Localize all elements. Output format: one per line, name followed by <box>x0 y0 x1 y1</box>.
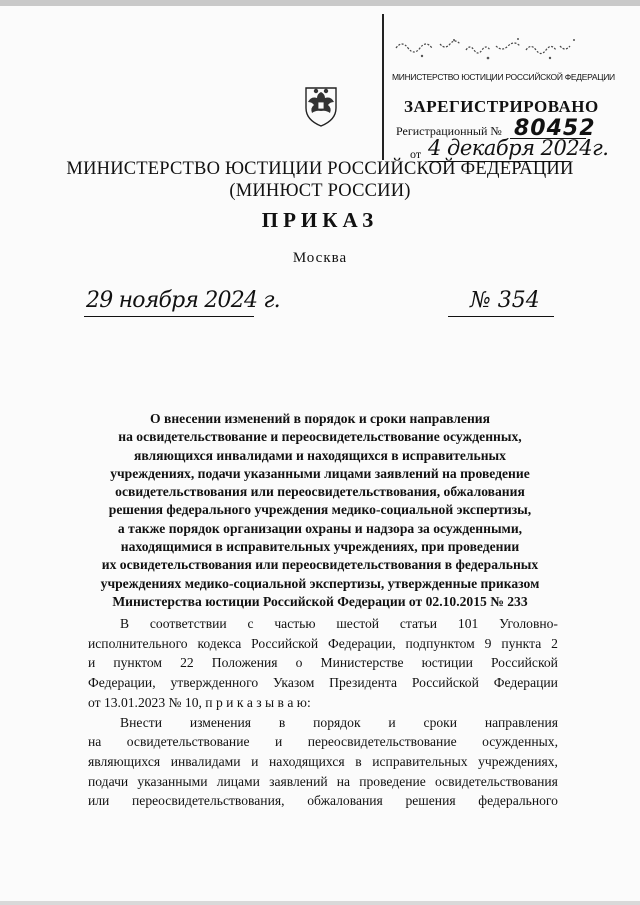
body-word: лицами <box>216 773 260 789</box>
body-word: в <box>278 714 286 730</box>
body-word: утвержденного <box>170 675 259 691</box>
body-word: пунктом <box>113 655 163 671</box>
body-word: Федерации, <box>328 635 396 651</box>
body-word: Положения <box>211 655 278 671</box>
body-word: Российской <box>490 655 558 671</box>
scan-bottom-edge <box>0 901 640 905</box>
body-word: изменения <box>189 714 252 730</box>
body-line <box>88 732 558 752</box>
body-word: частью <box>274 616 316 631</box>
body-word: исправительных <box>372 753 468 769</box>
body-word: и <box>275 734 283 750</box>
body-word: В <box>120 616 130 631</box>
heading-line: учреждениях медико-социальной экспертизы, утвержденные приказом <box>100 575 540 591</box>
body-word: подачи <box>88 773 129 789</box>
order-date-underline <box>84 316 254 317</box>
document-city: Москва <box>292 250 348 266</box>
body-word: направления <box>484 714 558 730</box>
heading-line: их освидетельствования или переосвидетельствования в федеральных <box>101 557 539 573</box>
body-word: Федерации, <box>88 675 156 691</box>
order-number: № 354 <box>470 288 540 313</box>
body-word: или <box>88 793 110 809</box>
body-word: в <box>355 753 362 769</box>
stamp-registered-label: ЗАРЕГИСТРИРОВАНО <box>404 97 599 116</box>
body-word: инвалидами <box>170 753 241 769</box>
heading-line: учреждениях, подачи указанными лицами заявлений на проведение <box>110 465 530 481</box>
body-word: и <box>388 714 396 730</box>
body-word: находящихся <box>269 753 345 769</box>
body-word: Уголовно- <box>499 616 558 631</box>
body-word: шестой <box>336 616 380 631</box>
body-word: подпунктом <box>405 635 475 651</box>
body-word: обжалования <box>307 793 383 809</box>
body-word: 22 <box>180 655 194 671</box>
body-word: осужденных, <box>482 734 558 750</box>
order-body <box>88 614 558 811</box>
body-word: переосвидетельствования, <box>132 793 285 809</box>
registration-stamp <box>382 14 615 161</box>
heading-line: решения федерального учреждения медико-социальной экспертизы, <box>108 502 532 518</box>
body-line <box>88 791 558 811</box>
body-word: с <box>247 616 254 631</box>
body-line <box>88 653 558 673</box>
document-title: ПРИКАЗ <box>261 208 379 232</box>
body-word: освидетельствование <box>126 734 250 750</box>
heading-line: а также порядок организации охраны и надзора за осужденными, <box>117 520 523 536</box>
coat-of-arms-icon <box>300 78 342 128</box>
order-number-underline <box>448 316 554 317</box>
body-word: Президента <box>329 675 397 691</box>
ministry-short-name: (МИНЮСТ РОССИИ) <box>229 181 411 201</box>
body-word: Внести <box>120 714 162 730</box>
body-line: от 13.01.2023 № 10, п р и к а з ы в а ю: <box>88 694 311 710</box>
body-word: являющихся <box>88 753 161 769</box>
body-word: кодекса <box>197 635 242 651</box>
body-word: Указом <box>273 675 315 691</box>
ministry-name-line: МИНИСТЕРСТВО ЮСТИЦИИ РОССИЙСКОЙ ФЕДЕРАЦИИ <box>66 159 574 179</box>
body-line <box>88 752 558 772</box>
stamp-ornament <box>392 34 582 64</box>
body-word: решения <box>405 793 456 809</box>
stamp-date: 4 декабря 2024г. <box>428 136 609 160</box>
body-word: Министерстве <box>320 655 404 671</box>
body-line <box>88 614 558 634</box>
body-word: Российской <box>251 635 319 651</box>
body-word: порядок <box>313 714 361 730</box>
body-word: исполнительного <box>88 635 188 651</box>
body-word: юстиции <box>421 655 473 671</box>
body-word: соответствии <box>149 616 227 631</box>
body-word: заявлений <box>269 773 328 789</box>
body-word: 2 <box>551 635 558 651</box>
body-word: переосвидетельствование <box>307 734 457 750</box>
body-word: проведение <box>359 773 426 789</box>
scan-top-edge <box>0 0 640 6</box>
body-word: 101 <box>457 616 479 631</box>
heading-line: являющихся инвалидами и находящихся в исправительных <box>134 447 506 463</box>
body-word: учреждениях, <box>478 753 558 769</box>
body-word: указанными <box>137 773 208 789</box>
stamp-reg-number: 80452 <box>514 116 596 141</box>
body-word: Федерации <box>493 675 558 691</box>
heading-line: Министерства юстиции Российской Федерации от 02.10.2015 № 233 <box>112 593 528 609</box>
order-heading <box>70 410 570 611</box>
body-word: сроки <box>423 714 458 730</box>
body-word: на <box>336 773 351 789</box>
body-word: о <box>295 655 303 671</box>
body-line <box>88 713 558 733</box>
stamp-ministry-name: МИНИСТЕРСТВО ЮСТИЦИИ РОССИЙСКОЙ ФЕДЕРАЦИИ <box>392 72 615 82</box>
body-line <box>88 634 558 654</box>
heading-line: освидетельствования или переосвидетельствования, обжалования <box>115 484 525 500</box>
body-word: и <box>251 753 259 769</box>
body-word: на <box>88 734 102 750</box>
stamp-date-prefix: от <box>410 147 422 161</box>
heading-line: находящимися в исправительных учреждениях, при проведении <box>120 539 520 555</box>
body-word: 9 <box>484 635 492 651</box>
body-word: статьи <box>399 616 438 631</box>
body-word: федерального <box>478 793 558 809</box>
body-word: пункта <box>501 635 542 651</box>
stamp-reg-number-label: Регистрационный № <box>396 124 502 138</box>
heading-line: О внесении изменений в порядок и сроки направления <box>150 411 490 426</box>
order-date: 29 ноября 2024 г. <box>86 288 280 313</box>
body-line <box>88 673 558 693</box>
body-word: и <box>88 655 96 671</box>
body-word: освидетельствования <box>434 773 558 789</box>
heading-line: на освидетельствование и переосвидетельствование осужденных, <box>118 429 522 445</box>
body-word: Российской <box>411 675 479 691</box>
body-line <box>88 772 558 792</box>
ministry-name <box>60 158 580 202</box>
